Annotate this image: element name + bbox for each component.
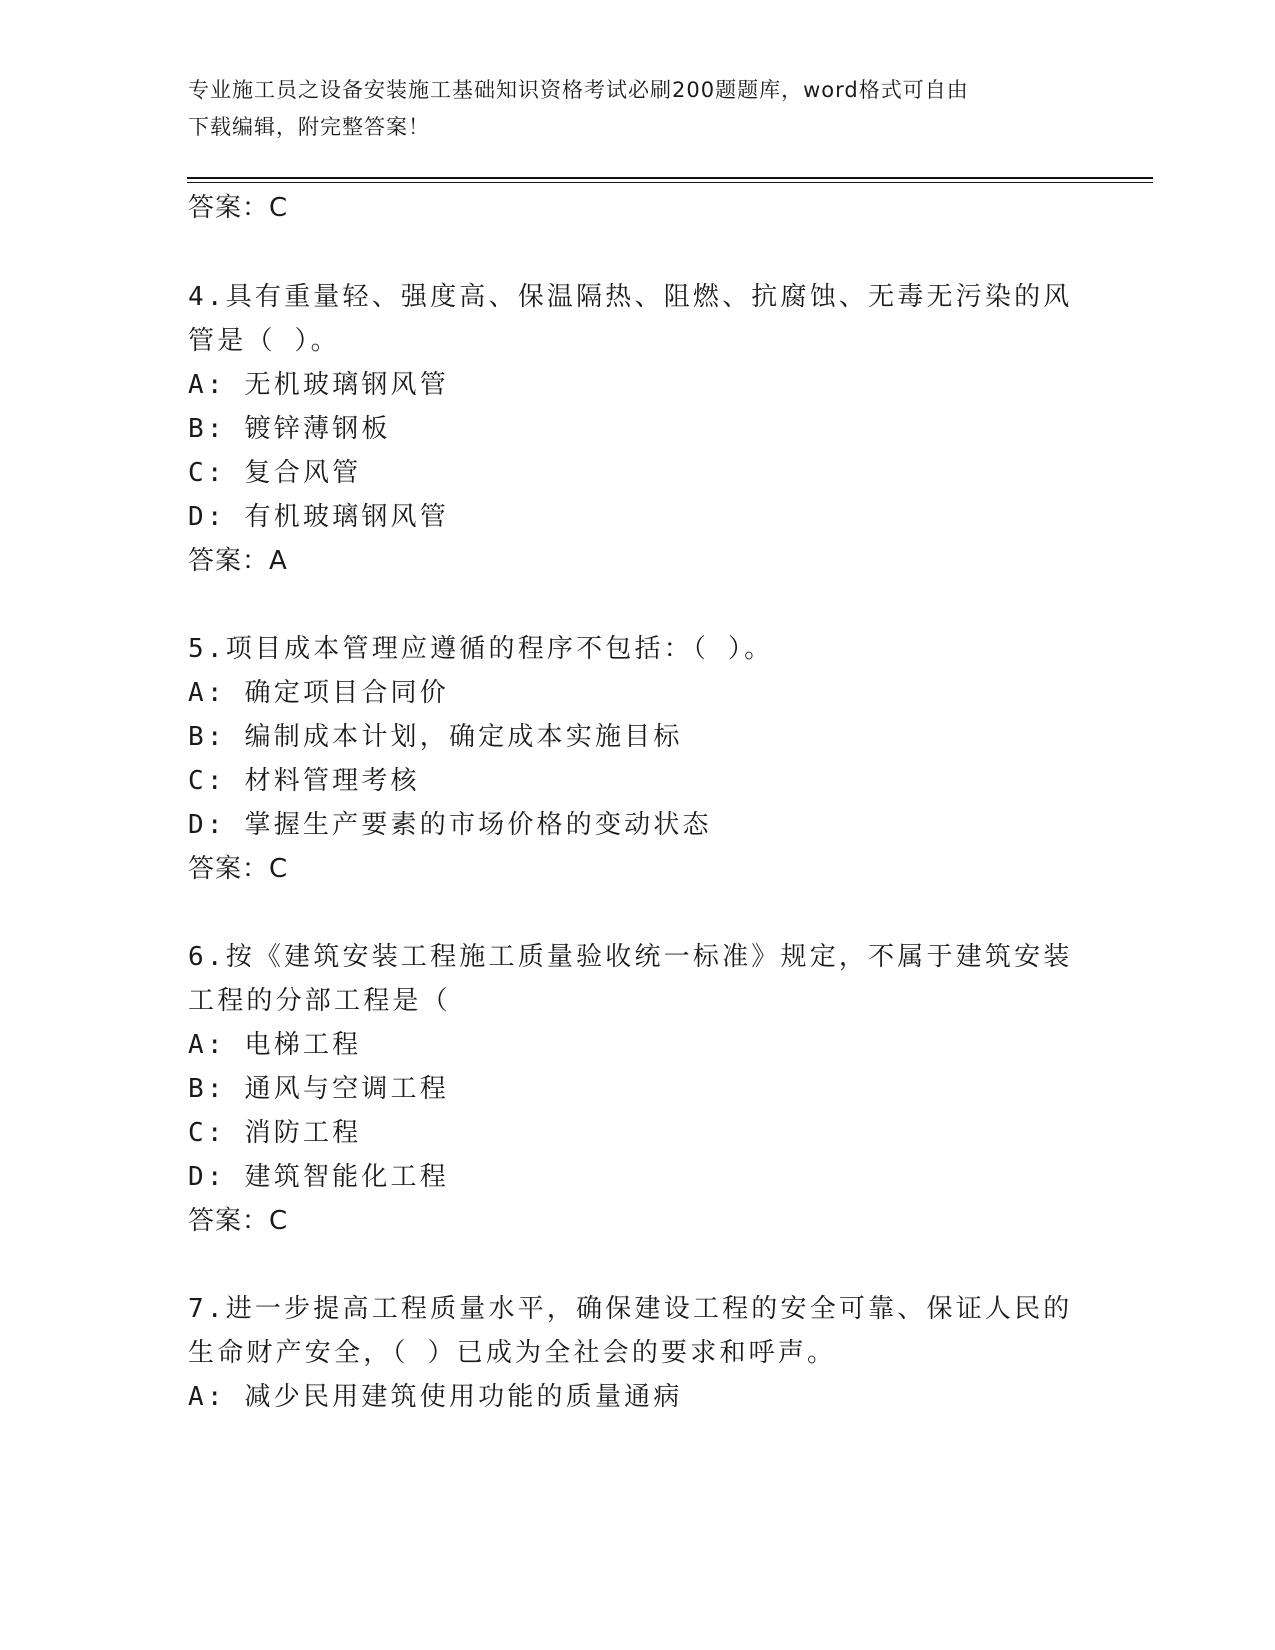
question-4-answer: 答案：A	[188, 546, 288, 576]
question-7-stem-line-1: 7.进一步提高工程质量水平，确保建设工程的安全可靠、保证人民的	[188, 1294, 1073, 1324]
header-rule-thick	[187, 177, 1153, 179]
question-6-option-c: C: 消防工程	[188, 1118, 362, 1148]
question-5-stem-line-1: 5.项目成本管理应遵循的程序不包括：（ ）。	[188, 634, 774, 664]
question-6-option-b: B: 通风与空调工程	[188, 1074, 449, 1104]
question-4-option-b: B: 镀锌薄钢板	[188, 414, 391, 444]
question-6-option-a: A: 电梯工程	[188, 1030, 362, 1060]
question-6-option-d: D: 建筑智能化工程	[188, 1162, 449, 1192]
question-4-option-d: D: 有机玻璃钢风管	[188, 502, 449, 532]
page-header	[188, 72, 1088, 146]
question-5-option-d: D: 掌握生产要素的市场价格的变动状态	[188, 810, 712, 840]
question-5-option-a: A: 确定项目合同价	[188, 678, 449, 708]
question-4-option-a: A: 无机玻璃钢风管	[188, 370, 449, 400]
question-5-answer: 答案：C	[188, 854, 289, 884]
header-line-1: 专业施工员之设备安装施工基础知识资格考试必刷200题题库，word格式可自由	[188, 78, 969, 102]
question-4-stem-line-2: 管是（ ）。	[188, 326, 340, 356]
question-5-option-b: B: 编制成本计划，确定成本实施目标	[188, 722, 683, 752]
question-6-answer: 答案：C	[188, 1206, 289, 1236]
question-4-stem-line-1: 4.具有重量轻、强度高、保温隔热、阻燃、抗腐蚀、无毒无污染的风	[188, 282, 1073, 312]
question-7-option-a: A: 减少民用建筑使用功能的质量通病	[188, 1382, 683, 1412]
question-7-stem-line-2: 生命财产安全，（ ）已成为全社会的要求和呼声。	[188, 1338, 837, 1368]
question-5-option-c: C: 材料管理考核	[188, 766, 420, 796]
question-6-stem-line-2: 工程的分部工程是（	[188, 986, 451, 1016]
top-answer: 答案：C	[188, 193, 289, 223]
question-4-option-c: C: 复合风管	[188, 458, 362, 488]
header-line-2: 下载编辑，附完整答案！	[188, 115, 430, 139]
header-rule-thin	[187, 182, 1153, 183]
question-6-stem-line-1: 6.按《建筑安装工程施工质量验收统一标准》规定，不属于建筑安装	[188, 942, 1073, 972]
